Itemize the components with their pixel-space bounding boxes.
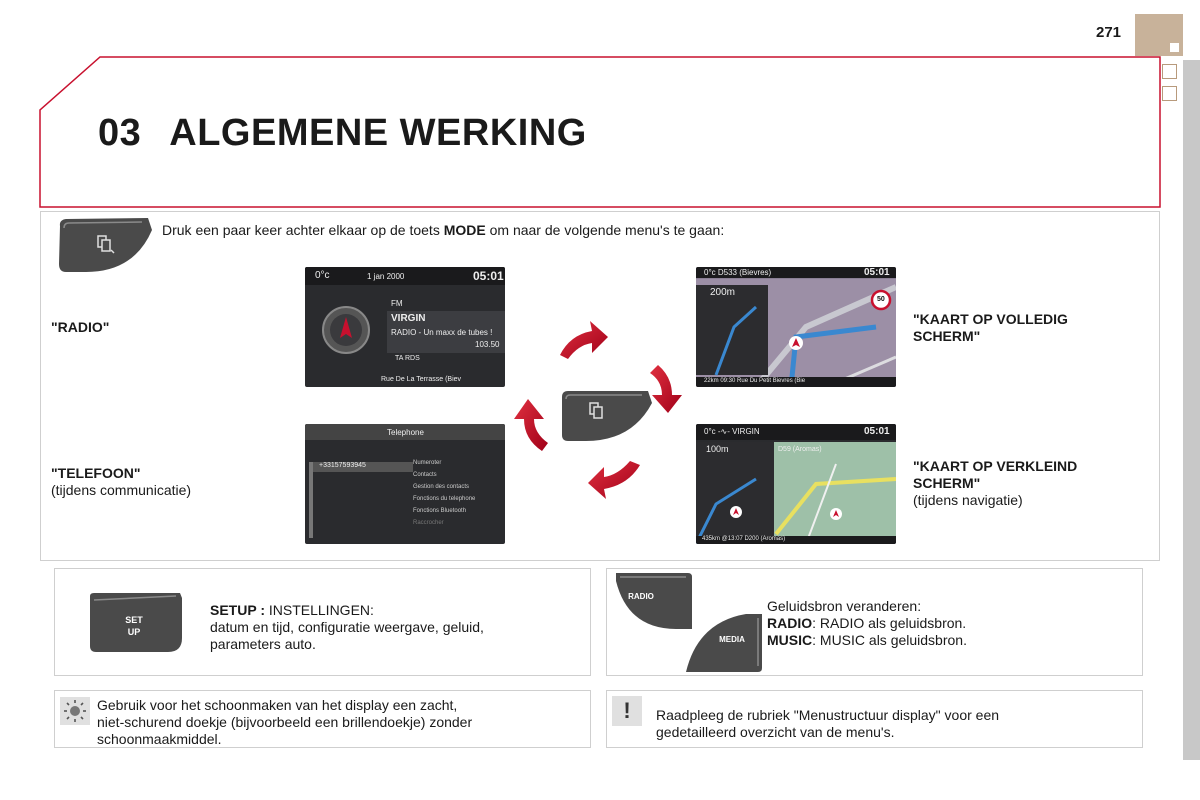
arrow-icon — [560, 321, 608, 359]
radio-key-icon — [614, 571, 694, 633]
telephone-menu-item: Fonctions Bluetooth — [413, 508, 467, 514]
telephone-menu-item: Gestion des contacts — [413, 484, 470, 490]
media-key-label: MEDIA — [719, 635, 745, 644]
chapter-number: 03 — [98, 112, 142, 154]
telephone-menu-item: Fonctions du telephone — [413, 496, 476, 502]
radio-date: 1 jan 2000 — [367, 272, 405, 281]
map-small-screen — [696, 424, 896, 544]
intro-text — [162, 222, 724, 238]
radio-street: Rue De La Terrasse (Biev — [381, 376, 462, 383]
label-telefoon — [51, 465, 191, 499]
page-number: 271 — [1096, 24, 1122, 41]
setup-title: SETUP : — [210, 602, 265, 618]
telephone-menu-item: Numeroter — [413, 460, 442, 466]
chapter-frame — [0, 0, 1170, 210]
radio-temp: 0°c — [315, 270, 330, 281]
intro-mode-word: MODE — [443, 222, 486, 238]
chapter-title-text: ALGEMENE WERKING — [169, 112, 587, 154]
setup-key-line1: SET — [125, 615, 143, 625]
tip-text — [97, 697, 472, 748]
source-radio-rest: : RADIO als geluidsbron. — [812, 615, 967, 631]
label-kaart-verkleind-line2: SCHERM" — [913, 475, 981, 491]
setup-desc-line2: parameters auto. — [210, 636, 316, 652]
label-telefoon-text: "TELEFOON" — [51, 465, 141, 481]
mode-cycle-arrows — [500, 315, 700, 505]
intro-before: Druk een paar keer achter elkaar op de toets — [162, 222, 444, 238]
map-small-graphic — [696, 424, 896, 544]
radio-band: FM — [391, 299, 403, 308]
label-radio — [51, 319, 109, 336]
radio-station: VIRGIN — [391, 313, 426, 324]
arrow-icon — [588, 461, 640, 499]
warning-line1: Raadpleeg de rubriek "Menustructuur display" voor een — [656, 707, 1000, 723]
setup-text — [210, 602, 484, 653]
radio-key-label: RADIO — [628, 592, 654, 601]
map-full-graphic — [696, 267, 896, 387]
label-kaart-volledig — [913, 311, 1068, 345]
map-full-screen — [696, 267, 896, 387]
map-full-distance: 200m — [710, 287, 736, 298]
telephone-title: Telephone — [387, 428, 424, 437]
intro-after: om naar de volgende menu's te gaan: — [485, 222, 725, 238]
telephone-number: +33157593945 — [319, 462, 366, 469]
label-kaart-verkleind-sub: (tijdens navigatie) — [913, 492, 1023, 508]
radio-frequency: 103.50 — [475, 340, 500, 349]
map-full-time: 05:01 — [864, 267, 890, 278]
setup-key-line2: UP — [127, 627, 141, 637]
compass-icon — [321, 305, 371, 355]
label-kaart-verkleind-line1: "KAART OP VERKLEIND — [913, 458, 1078, 474]
source-text — [767, 598, 967, 649]
mode-key-icon — [56, 216, 156, 274]
label-kaart-verkleind — [913, 458, 1077, 509]
side-bar — [1183, 60, 1200, 760]
label-radio-text: "RADIO" — [51, 319, 110, 335]
label-kaart-volledig-line2: SCHERM" — [913, 328, 981, 344]
label-kaart-volledig-line1: "KAART OP VOLLEDIG — [913, 311, 1068, 327]
map-full-top: 0°c D533 (Bievres) — [704, 268, 772, 277]
tip-line3: schoonmaakmiddel. — [97, 731, 222, 747]
source-line1: Geluidsbron veranderen: — [767, 598, 922, 614]
tip-line2: niet-schurend doekje (bijvoorbeeld een brillendoekje) zonder — [97, 714, 473, 730]
radio-screen — [305, 267, 505, 387]
arrow-icon — [650, 365, 682, 413]
map-full-speed-limit: 50 — [877, 296, 885, 303]
radio-time: 05:01 — [473, 269, 504, 283]
exclamation-icon: ! — [623, 698, 631, 723]
warning-text — [656, 707, 999, 741]
tip-line1: Gebruik voor het schoonmaken van het display een zacht, — [97, 697, 458, 713]
source-music-rest: : MUSIC als geluidsbron. — [812, 632, 967, 648]
telephone-menu-item: Raccrocher — [413, 520, 444, 526]
arrow-icon — [514, 399, 548, 451]
map-full-bottom: 22km 09:30 Rue Du Petit Bievres (Bie — [704, 378, 806, 384]
source-radio-bold: RADIO — [767, 615, 813, 631]
tip-icon — [60, 697, 90, 725]
map-small-top: 0°c -∿- VIRGIN — [704, 427, 760, 436]
chapter-tab-marker — [1170, 43, 1179, 52]
warning-line2: gedetailleerd overzicht van de menu's. — [656, 724, 895, 740]
setup-desc-line1: datum en tijd, configuratie weergave, geluid, — [210, 619, 484, 635]
label-telefoon-sub: (tijdens communicatie) — [51, 482, 192, 498]
lightbulb-icon — [60, 697, 90, 725]
radio-rds-text: RADIO - Un maxx de tubes ! — [391, 328, 493, 337]
map-small-bottom: 435km @13:07 D200 (Aromas) — [702, 536, 786, 542]
map-small-time: 05:01 — [864, 426, 890, 437]
telephone-menu-item: Contacts — [413, 472, 437, 478]
source-music-bold: MUSIC — [767, 632, 813, 648]
setup-title-rest: INSTELLINGEN: — [264, 602, 374, 618]
chapter-title — [98, 112, 587, 155]
setup-key-label — [112, 614, 156, 638]
radio-flags: TA RDS — [395, 355, 420, 362]
warning-icon — [612, 696, 642, 726]
telephone-screen — [305, 424, 505, 544]
map-small-distance: 100m — [706, 444, 729, 454]
map-small-road: D59 (Aromas) — [778, 446, 822, 453]
